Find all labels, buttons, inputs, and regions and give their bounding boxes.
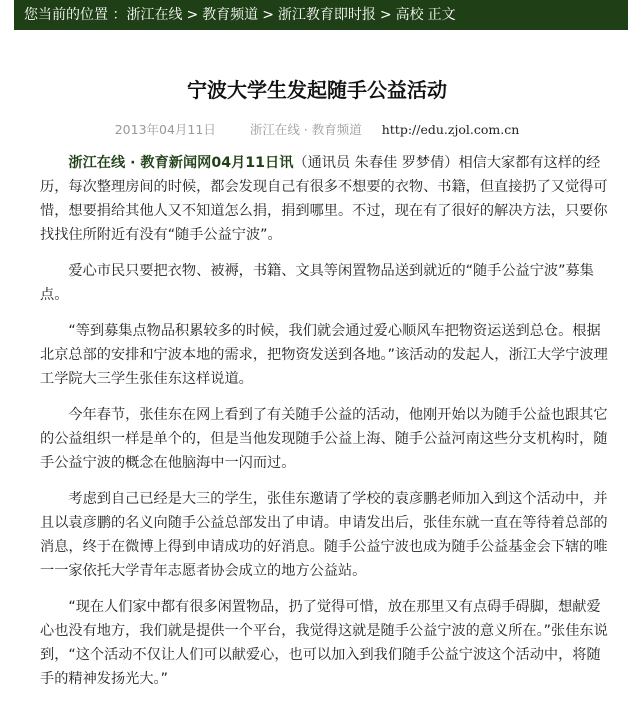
article-body [40,151,608,703]
breadcrumb-item-news[interactable]: 浙江教育即时报 [277,7,376,23]
article-meta [0,120,634,138]
breadcrumb-separator: > [186,7,199,23]
source-url[interactable]: http://edu.zjol.com.cn [381,122,520,137]
paragraph: “等到募集点物品积累较多的时候，我们就会通过爱心顺风车把物资运送到总仓。根据北京总部的安排和宁波本地的需求，把物资发送到各地。”该活动的发起人，浙江大学宁波理工学院大三学生张佳东这样说道。 [40,323,608,387]
breadcrumb-item-education[interactable]: 教育频道 [202,7,259,23]
breadcrumb-item-current: 正文 [427,7,456,23]
breadcrumb-prefix: 您当前的位置 ： [24,7,127,23]
paragraph: 爱心市民只要把衣物、被褥，书籍、文具等闲置物品送到就近的“随手公益宁波”募集点。 [40,263,594,303]
breadcrumb-item-zjol[interactable]: 浙江在线 [126,7,183,23]
lead-text: （通讯员 朱春佳 罗梦倩）相信大家都有这样的经历，每次整理房间的时候，都会发现自己有很多不想要的衣物、书籍，但直接扔了又觉得可惜，想要捐给其他人又不知道怎么捐，捐到哪里。不过，现在有了很好的解决方法，只要你找找住所附近有没有“随手公益宁波”。 [40,155,608,243]
breadcrumb-separator: > [262,7,274,23]
paragraph: 考虑到自己已经是大三的学生，张佳东邀请了学校的袁彦鹏老师加入到这个活动中，并且以袁彦鹏的名义向随手公益总部发出了申请。申请发出后，张佳东就一直在等待着总部的消息，终于在微博上得到申请成功的好消息。随手公益宁波也成为随手公益基金会下辖的唯一一家依托大学青年志愿者协会成立的地方公益站。 [40,491,608,579]
publish-date: 2013年04月11日 [114,122,216,137]
paragraph: 今年春节，张佳东在网上看到了有关随手公益的活动，他刚开始以为随手公益也跟其它的公益组织一样是单个的，但是当他发现随手公益上海、随手公益河南这些分支机构时，随手公益宁波的概念在他脑海中一闪而过。 [40,407,608,471]
breadcrumb-separator: > [379,7,392,23]
breadcrumb [14,0,628,30]
article-source[interactable]: 浙江在线 · 教育频道 [249,122,362,137]
page-title: 宁波大学生发起随手公益活动 [187,78,447,102]
paragraph: “现在人们家中都有很多闲置物品，扔了觉得可惜，放在那里又有点碍手碍脚，想献爱心也没有地方，我们就是提供一个平台，我觉得这就是随手公益宁波的意义所在。”张佳东说到，“这个活动不仅让人们可以献爱心，也可以加入到我们随手公益宁波这个活动中，将随手的精神发扬光大。” [40,599,608,687]
paragraph-lead [40,151,608,247]
breadcrumb-item-university[interactable]: 高校 [395,7,424,23]
lead-dateline: 浙江在线 · 教育新闻网04月11日讯 [68,155,294,171]
